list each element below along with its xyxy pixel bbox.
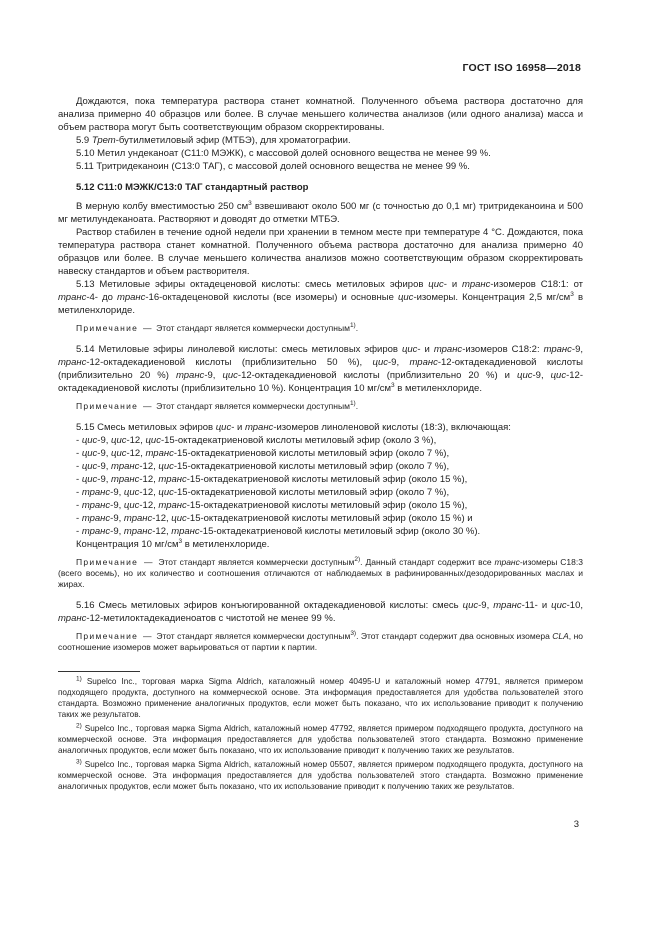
paragraph-5-12-preparation: В мерную колбу вместимостью 250 $см^3$ взвешивают около 500 мг (с точностью до 0,1 мг) тритридеканоина и 500 мг метилундеканоата. Растворяют и доводят до отметки МТБЭ. — [58, 199, 583, 225]
footnote-3: $^{3)}$ Supelco Inc., торговая марка Sigma Aldrich, каталожный номер 05507, является примером подходящего продукта, доступного на коммерческой основе. Эта информация предоставляется для удобства пользователей этого стандарта. Возможно применение аналогичных продуктов, если может быть показано, что их использование приводит к получению таких же результатов. — [58, 758, 583, 791]
note-5-13: Примечание — Этот стандарт является коммерчески доступным$^{1)}$. — [76, 322, 359, 333]
isomer-list — [58, 434, 583, 538]
list-item: - цис-9, цис-12, транс-15-октадекатриеновой кислоты метиловый эфир (около 7 %), — [76, 448, 450, 459]
item-5-9: 5.9 Трет-бутилметиловый эфир (МТБЭ), для хроматографии. — [76, 135, 351, 146]
item-5-11: 5.11 Тритридеканоин (С13:0 ТАГ), с массовой долей основного вещества не менее 99 %. — [76, 161, 470, 172]
list-item: - цис-9, цис-12, цис-15-октадекатриеновой кислоты метиловый эфир (около 3 %), — [76, 435, 437, 446]
paragraph-5-13: 5.13 Метиловые эфиры октадеценовой кислоты: смесь метиловых эфиров цис- и транс-изомеров С18:1: от транс-4- до транс-16-октадеценовой кислоты (все изомеры) и основные цис-изомеры. Концентрация 2,5 $мг/см^3$ в метиленхлориде. — [58, 279, 583, 316]
note-5-16: Примечание — Этот стандарт является коммерчески доступным$^{3)}$. Этот стандарт содержит два основных изомера CLA, но соотношение изомеров может варьироваться от партии к партии. — [58, 630, 583, 652]
paragraph-solution-cooling: Дождаются, пока температура раствора станет комнатной. Полученного объема раствора достаточно для анализа примерно 40 образцов или более. В случае меньшего количества анализов (или одного анализа) масса и объем раствора могут быть соответствующим образом скорректированы. — [58, 96, 583, 133]
paragraph-5-12-stability: Раствор стабилен в течение одной недели при хранении в темном месте при температуре 4 °С. Дождаются, пока температура раствора станет комнатной. Полученного объема раствора достаточно для анализа примерно 40 образцов или более. В случае меньшего количества анализов можно соответствующим образом скорректировать навеску стандартов и объем растворителя. — [58, 227, 583, 277]
paragraph-5-14: 5.14 Метиловые эфиры линолевой кислоты: смесь метиловых эфиров цис- и транс-изомеров С18:2: транс-9, транс-12-октадекадиеновой кислоты (приблизительно 50 %), цис-9, транс-12-октадекадиеновой кислоты (приблизительно 20 %) транс-9, цис-12-октадекадиеновой кислоты (приблизительно 20 %) и цис-9, цис-12-октадекадиеновой кислоты (приблизительно 10 %). Концентрация 10 $мг/см^3$ в метиленхлориде. — [58, 344, 584, 394]
note-5-14: Примечание — Этот стандарт является коммерчески доступным$^{1)}$. — [76, 400, 359, 411]
section-heading-5-12: 5.12 С11:0 МЭЖК/С13:0 ТАГ стандартный раствор — [76, 182, 309, 193]
list-item: - транс-9, цис-12, цис-15-октадекатриеновой кислоты метиловый эфир (около 7 %), — [76, 487, 450, 498]
item-5-10: 5.10 Метил ундеканоат (С11:0 МЭЖК), с массовой долей основного вещества не менее 99 %. — [76, 148, 491, 159]
page-number: 3 — [573, 819, 579, 830]
list-item: - транс-9, транс-12, цис-15-октадекатриеновой кислоты метиловый эфир (около 15 %) и — [76, 513, 473, 524]
list-item: - цис-9, транс-12, цис-15-октадекатриеновой кислоты метиловый эфир (около 7 %), — [76, 461, 450, 472]
paragraph-5-16: 5.16 Смесь метиловых эфиров конъюгированной октадекадиеновой кислоты: смесь цис-9, транс-11- и цис-10, транс-12-метилоктадекадиеноатов с чистотой не менее 99 %. — [58, 600, 584, 624]
footnote-1: $^{1)}$ Supelco Inc., торговая марка Sigma Aldrich, каталожный номер 40495-U и каталожный номер 47791, является примером подходящего продукта, доступного на коммерческой основе. Эта информация предоставляется для удобства пользователей этого стандарта. Возможно применение аналогичных продуктов, если может быть показано, что их использование приводит к получению таких же результатов. — [58, 675, 583, 719]
page-content — [58, 95, 583, 795]
list-item: - транс-9, транс-12, транс-15-октадекатриеновой кислоты метиловый эфир (около 30 %). — [76, 526, 481, 537]
footnote-separator — [58, 671, 140, 672]
paragraph-5-15: 5.15 Смесь метиловых эфиров цис- и транс-изомеров линоленовой кислоты (18:3), включающая: — [76, 422, 511, 433]
note-5-15: Примечание — Этот стандарт является коммерчески доступным$^{2)}$. Данный стандарт содержит все транс-изомеры С18:3 (всего восемь), но их количество и соотношения отличаются от наблюдаемых в рафинированных/дезодорированных маслах и жирах. — [58, 556, 583, 589]
concentration-5-15: Концентрация 10 $мг/см^3$ в метиленхлориде. — [76, 537, 270, 550]
list-item: - транс-9, цис-12, транс-15-октадекатриеновой кислоты метиловый эфир (около 15 %), — [76, 500, 468, 511]
list-item: - цис-9, транс-12, транс-15-октадекатриеновой кислоты метиловый эфир (около 15 %), — [76, 474, 468, 485]
footnote-2: $^{2)}$ Supelco Inc., торговая марка Sigma Aldrich, каталожный номер 47792, является примером подходящего продукта, доступного на коммерческой основе. Эта информация предоставляется для удобства пользователей этого стандарта. Возможно применение аналогичных продуктов, если может быть показано, что их использование приводит к получению таких же результатов. — [58, 722, 583, 755]
standard-title: ГОСТ ISO 16958—2018 — [462, 62, 581, 74]
